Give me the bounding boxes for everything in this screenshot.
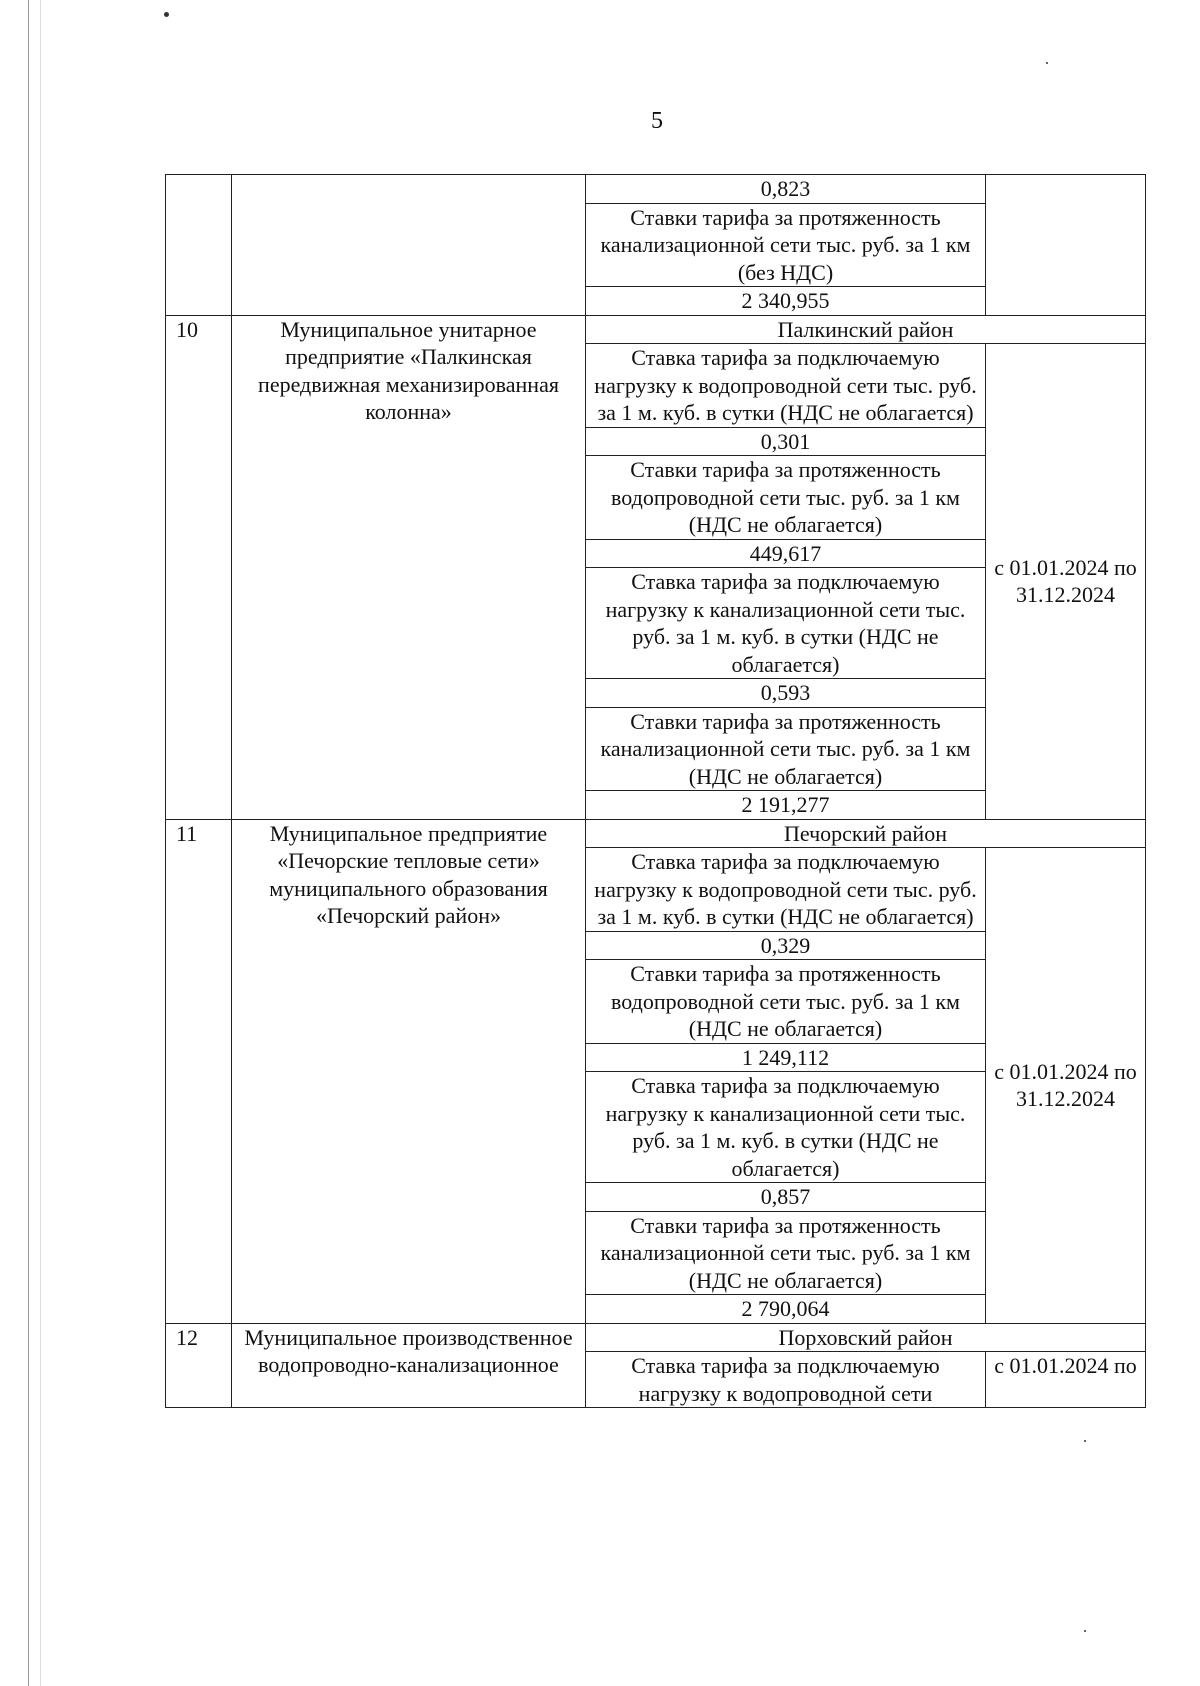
tariff-label: Ставки тарифа за протяженность канализационной сети тыс. руб. за 1 км (НДС не облагается) (586, 707, 986, 791)
tariff-table (165, 174, 1146, 1408)
table-row (166, 1323, 1146, 1352)
tariff-label: Ставки тарифа за протяженность водопроводной сети тыс. руб. за 1 км (НДС не облагается) (586, 456, 986, 540)
tariff-label: Ставка тарифа за подключаемую нагрузку к канализационной сети тыс. руб. за 1 м. куб. в сутки (НДС не облагается) (586, 568, 986, 679)
validity-period: с 01.01.2024 по 31.12.2024 (986, 848, 1146, 1324)
tariff-value: 1 249,112 (586, 1043, 986, 1072)
row-number: 11 (166, 819, 232, 1323)
validity-period (986, 175, 1146, 316)
district-name: Порховский район (586, 1323, 1146, 1352)
validity-period: с 01.01.2024 по (986, 1352, 1146, 1408)
tariff-value: 449,617 (586, 539, 986, 568)
district-name: Палкинский район (586, 315, 1146, 344)
district-name: Печорский район (586, 819, 1146, 848)
tariff-value: 0,301 (586, 427, 986, 456)
organization-name: Муниципальное унитарное предприятие «Палкинская передвижная механизированная колонна» (232, 315, 586, 819)
table-row (166, 819, 1146, 848)
tariff-value: 0,593 (586, 679, 986, 708)
tariff-value: 0,329 (586, 931, 986, 960)
tariff-label: Ставка тарифа за подключаемую нагрузку к водопроводной сети (586, 1352, 986, 1408)
tariff-value: 2 191,277 (586, 791, 986, 820)
tariff-value: 0,857 (586, 1183, 986, 1212)
table-row (166, 175, 1146, 204)
row-number (166, 175, 232, 316)
tariff-label: Ставки тарифа за протяженность канализационной сети тыс. руб. за 1 км (НДС не облагается) (586, 1211, 986, 1295)
table-row (166, 315, 1146, 344)
page-number: 5 (651, 108, 663, 134)
scan-edge-inner (40, 0, 41, 1686)
organization-name (232, 175, 586, 316)
organization-name: Муниципальное предприятие «Печорские тепловые сети» муниципального образования «Печорский район» (232, 819, 586, 1323)
scan-speck (1046, 62, 1048, 64)
scan-speck (1084, 1630, 1086, 1632)
tariff-label: Ставка тарифа за подключаемую нагрузку к водопроводной сети тыс. руб. за 1 м. куб. в сутки (НДС не облагается) (586, 344, 986, 428)
tariff-label: Ставка тарифа за подключаемую нагрузку к водопроводной сети тыс. руб. за 1 м. куб. в сутки (НДС не облагается) (586, 848, 986, 932)
organization-name: Муниципальное производственное водопроводно-канализационное (232, 1323, 586, 1408)
tariff-label: Ставки тарифа за протяженность канализационной сети тыс. руб. за 1 км (без НДС) (586, 203, 986, 287)
row-number: 12 (166, 1323, 232, 1408)
scan-edge (28, 0, 29, 1686)
tariff-label: Ставки тарифа за протяженность водопроводной сети тыс. руб. за 1 км (НДС не облагается) (586, 960, 986, 1044)
tariff-value: 0,823 (586, 175, 986, 204)
row-number: 10 (166, 315, 232, 819)
tariff-value: 2 790,064 (586, 1295, 986, 1324)
scan-speck (1084, 1440, 1086, 1442)
scan-speck (164, 12, 169, 17)
tariff-value: 2 340,955 (586, 287, 986, 316)
validity-period: с 01.01.2024 по 31.12.2024 (986, 344, 1146, 820)
tariff-label: Ставка тарифа за подключаемую нагрузку к канализационной сети тыс. руб. за 1 м. куб. в сутки (НДС не облагается) (586, 1072, 986, 1183)
